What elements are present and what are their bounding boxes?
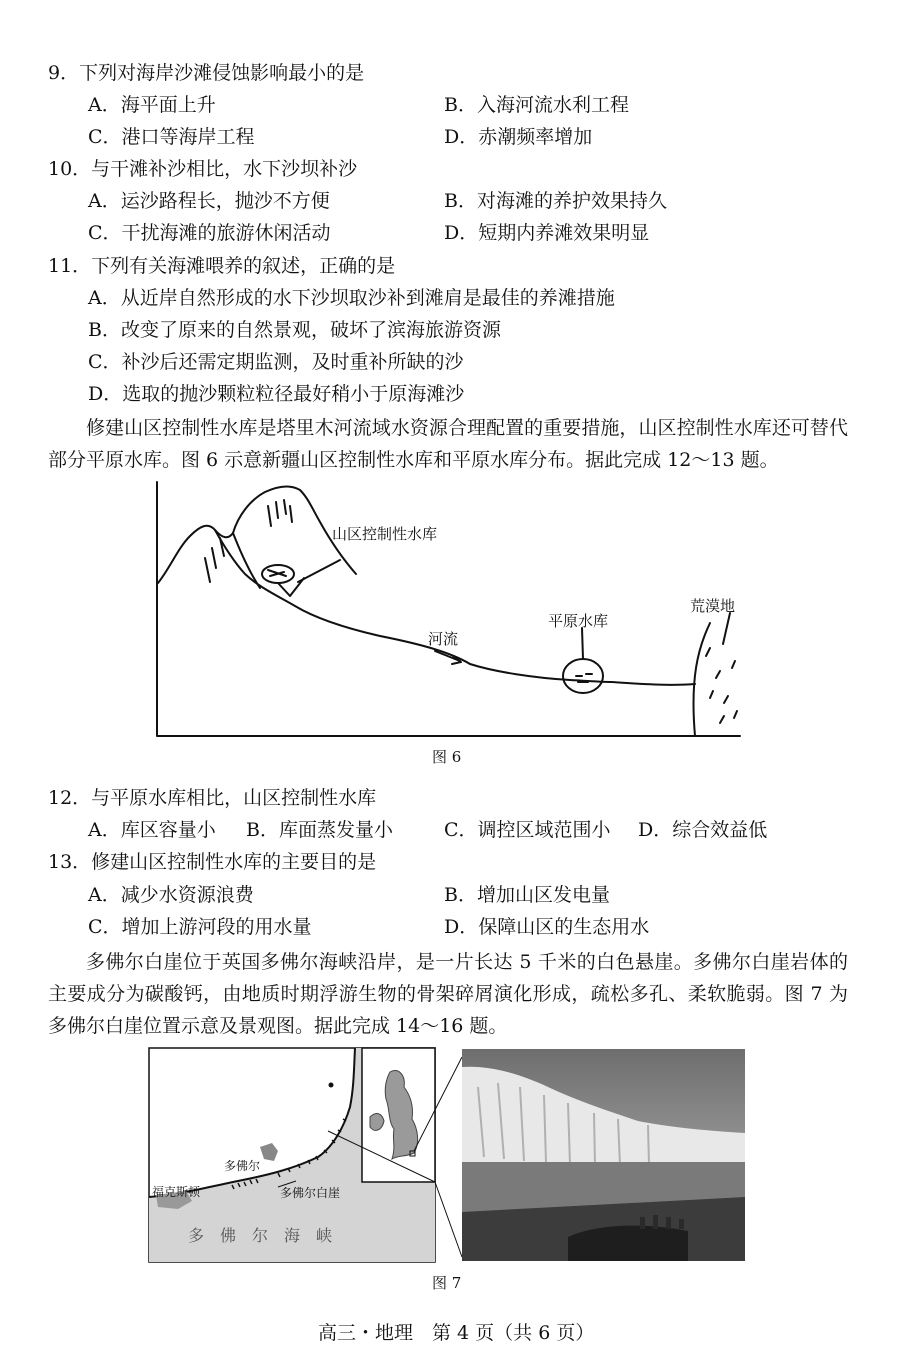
q13-option-a: A．减少水资源浪费 (88, 884, 254, 906)
q12-option-a: A．库区容量小 (88, 819, 216, 841)
q10-option-a: A．运沙路程长，抛沙不方便 (88, 190, 330, 212)
q9-option-a: A．海平面上升 (88, 94, 216, 116)
q10-option-b: B．对海滩的养护效果持久 (444, 190, 667, 212)
q13-stem: 13．修建山区控制性水库的主要目的是 (48, 851, 377, 873)
q10-option-c: C．干扰海滩的旅游休闲活动 (88, 222, 331, 244)
q11-option-d: D．选取的抛沙颗粒粒径最好稍小于原海滩沙 (88, 383, 465, 405)
figure-7-caption: 图 7 (432, 1274, 462, 1292)
q12-option-b: B．库面蒸发量小 (246, 819, 393, 841)
passage-reservoir: 修建山区控制性水库是塔里木河流域水资源合理配置的重要措施，山区控制性水库还可替代部分平原水库。图 6 示意新疆山区控制性水库和平原水库分布。据此完成 12～13 题。 (48, 417, 848, 471)
label-river: 河流 (428, 630, 459, 648)
label-folkestone: 福克斯顿 (152, 1185, 201, 1199)
label-strait: 多 佛 尔 海 峡 (188, 1226, 333, 1245)
label-dover: 多佛尔 (224, 1159, 261, 1173)
q9-option-b: B．入海河流水利工程 (444, 94, 629, 116)
page-footer: 高三・地理 第 4 页（共 6 页） (318, 1322, 595, 1344)
q11-stem: 11．下列有关海滩喂养的叙述，正确的是 (48, 255, 396, 277)
q11-option-b: B．改变了原来的自然景观，破坏了滨海旅游资源 (88, 319, 501, 341)
q13-option-d: D．保障山区的生态用水 (444, 916, 650, 938)
figure-7 (148, 1047, 748, 1265)
q11-option-a: A．从近岸自然形成的水下沙坝取沙补到滩肩是最佳的养滩措施 (88, 287, 615, 309)
label-mountain-reservoir: 山区控制性水库 (332, 525, 438, 543)
passage-dover: 多佛尔白崖位于英国多佛尔海峡沿岸，是一片长达 5 千米的白色悬崖。多佛尔白崖岩体的主要成分为碳酸钙，由地质时期浮游生物的骨架碎屑演化形成，疏松多孔、柔软脆弱。图 7 为多佛尔白崖位置示意及景观图。据此完成 14～16 题。 (48, 951, 848, 1037)
q9-stem: 9．下列对海岸沙滩侵蚀影响最小的是 (48, 62, 365, 84)
q12-stem: 12．与平原水库相比，山区控制性水库 (48, 787, 377, 809)
q10-stem: 10．与干滩补沙相比，水下沙坝补沙 (48, 158, 358, 180)
label-plain-reservoir: 平原水库 (548, 612, 609, 630)
q9-option-c: C．港口等海岸工程 (88, 126, 255, 148)
q10-option-d: D．短期内养滩效果明显 (444, 222, 650, 244)
label-white-cliffs: 多佛尔白崖 (280, 1186, 341, 1200)
q12-option-c: C．调控区域范围小 (444, 819, 611, 841)
q13-option-c: C．增加上游河段的用水量 (88, 916, 312, 938)
q9-option-d: D．赤潮频率增加 (444, 126, 593, 148)
figure-6-diagram (150, 478, 750, 740)
q11-option-c: C．补沙后还需定期监测，及时重补所缺的沙 (88, 351, 464, 373)
q12-option-d: D．综合效益低 (638, 819, 768, 841)
q13-option-b: B．增加山区发电量 (444, 884, 610, 906)
label-desert: 荒漠地 (690, 597, 736, 615)
figure-6-caption: 图 6 (432, 748, 462, 766)
